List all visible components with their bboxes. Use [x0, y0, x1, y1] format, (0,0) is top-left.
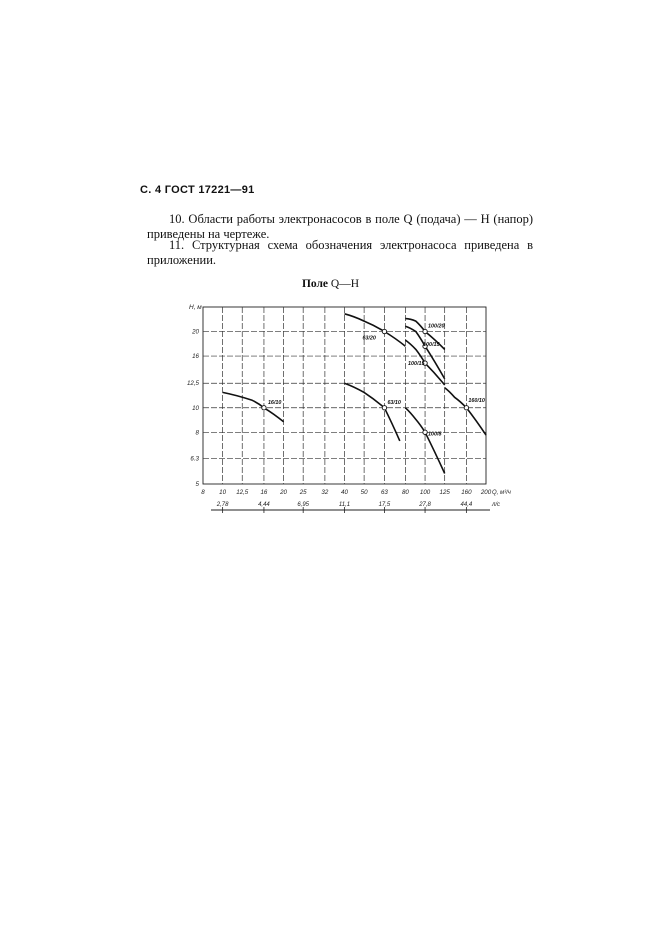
- nominal-point: [382, 406, 386, 410]
- x-tick-label: 80: [401, 489, 409, 496]
- chart-labels: [186, 304, 511, 508]
- nominal-point: [423, 430, 427, 434]
- curve-label: 160/10: [468, 397, 485, 404]
- curve-label: 63/20: [362, 335, 376, 342]
- y-tick-label: 12,5: [186, 380, 199, 388]
- y-tick-label: 5: [195, 481, 199, 488]
- x-tick-label: 125: [439, 489, 450, 496]
- y-tick-label: 6.3: [190, 455, 199, 463]
- x2-tick-label: 2,78: [216, 502, 229, 508]
- x2-tick-label: 4,44: [258, 502, 270, 508]
- x-tick-label: 40: [341, 489, 348, 496]
- curve-label: 100/20: [428, 323, 445, 330]
- pump-curve: [223, 392, 284, 421]
- paragraph-10: 10. Области работы электронасосов в поле Q (подача) — H (напор) приведены на чертеже.: [147, 212, 533, 241]
- x-tick-label: 8: [201, 489, 205, 496]
- paragraph-11: 11. Структурная схема обозначения электронасоса приведена в приложении.: [147, 238, 533, 267]
- x-tick-label: 63: [380, 489, 388, 496]
- y-tick-label: 16: [192, 353, 199, 361]
- x2-tick-label: 6,95: [297, 502, 310, 508]
- pump-curve: [445, 388, 486, 435]
- x-tick-label: 100: [419, 489, 431, 496]
- y-tick-label: 8: [195, 429, 199, 437]
- curve-label: 100/15: [423, 342, 440, 349]
- x-tick-label: 10: [219, 489, 227, 496]
- x2-tick-label: 11,1: [338, 502, 351, 508]
- x2-tick-label: 44,4: [460, 502, 473, 508]
- x2-tick-label: 17,5: [378, 502, 391, 508]
- curve-label: 100/15: [408, 361, 425, 368]
- x2-tick-label: 27,8: [419, 502, 431, 508]
- x-tick-label: 200: [480, 489, 492, 496]
- x-tick-label: 160: [461, 489, 472, 496]
- x2-axis-label: л/с: [492, 502, 501, 508]
- chart-curves: [223, 314, 486, 474]
- x-tick-label: 16: [260, 489, 268, 496]
- x-axis-label: Q, м³/ч: [492, 490, 511, 496]
- x-tick-label: 50: [360, 489, 368, 496]
- x-tick-label: 25: [299, 489, 307, 496]
- nominal-point: [423, 329, 427, 333]
- y-tick-label: 10: [192, 404, 199, 412]
- y-tick-label: 20: [192, 328, 199, 336]
- nominal-point: [464, 406, 468, 410]
- x-tick-label: 20: [280, 489, 288, 496]
- curve-label: 16/10: [267, 399, 282, 406]
- nominal-point: [382, 329, 386, 333]
- x-tick-label: 12,5: [236, 489, 249, 496]
- chart-title-rest: Q—H: [330, 278, 360, 290]
- chart-grid: [203, 307, 486, 484]
- curve-label: 100/8: [428, 431, 442, 438]
- page-header: С. 4 ГОСТ 17221—91: [140, 184, 255, 196]
- curve-label: 63/10: [387, 399, 401, 406]
- y-axis-label: H, м: [189, 304, 202, 311]
- chart-title-bold: Поле: [301, 278, 329, 290]
- nominal-point: [262, 406, 266, 410]
- x-tick-label: 32: [321, 489, 329, 496]
